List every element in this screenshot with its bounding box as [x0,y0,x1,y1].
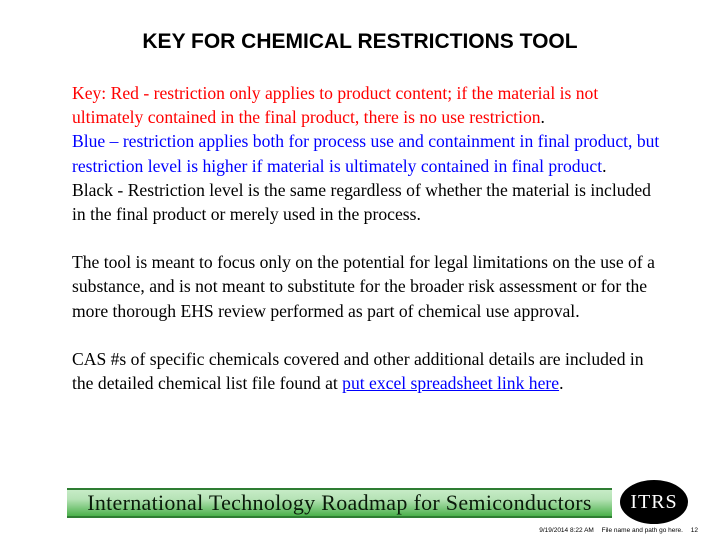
cas-paragraph [72,347,662,395]
itrs-logo [620,480,688,524]
cas-paragraph-text: CAS #s of specific chemicals covered and other additional details are included in the detailed chemical list file found at [72,348,644,394]
key-blue-period: . [602,155,607,176]
key-blue-text: Blue – restriction applies both for process use and containment in final product, but restriction level is higher if material is ultimately contained in final product [72,131,660,176]
purpose-paragraph: The tool is meant to focus only on the potential for legal limitations on the use of a substance, and is not meant to substitute for the broader risk assessment or for the more thorough EHS review performed as part of chemical use approval. [72,252,655,321]
footer-file-info: File name and path go here. [601,527,683,534]
banner-text: International Technology Roadmap for Semiconductors [87,490,592,515]
itrs-banner [67,488,612,518]
slide-title: KEY FOR CHEMICAL RESTRICTIONS TOOL [142,30,578,53]
cas-paragraph-end: . [559,373,564,394]
logo-text: ITRS [630,491,678,513]
spreadsheet-link[interactable]: put excel spreadsheet link here [342,373,560,394]
key-red-text: Key: Red - restriction only applies to product content; if the material is not ultimately contained in the final product, there is no use restriction [72,83,599,128]
footer-page-number: 12 [690,527,698,534]
slide-footer [533,527,698,534]
key-black-text: Black - Restriction level is the same regardless of whether the material is included in the final product or merely used in the process. [72,179,651,225]
key-legend [72,81,662,226]
footer-datetime: 9/19/2014 8:22 AM [539,527,594,534]
key-red-period: . [540,107,545,128]
slide-body [72,81,662,395]
